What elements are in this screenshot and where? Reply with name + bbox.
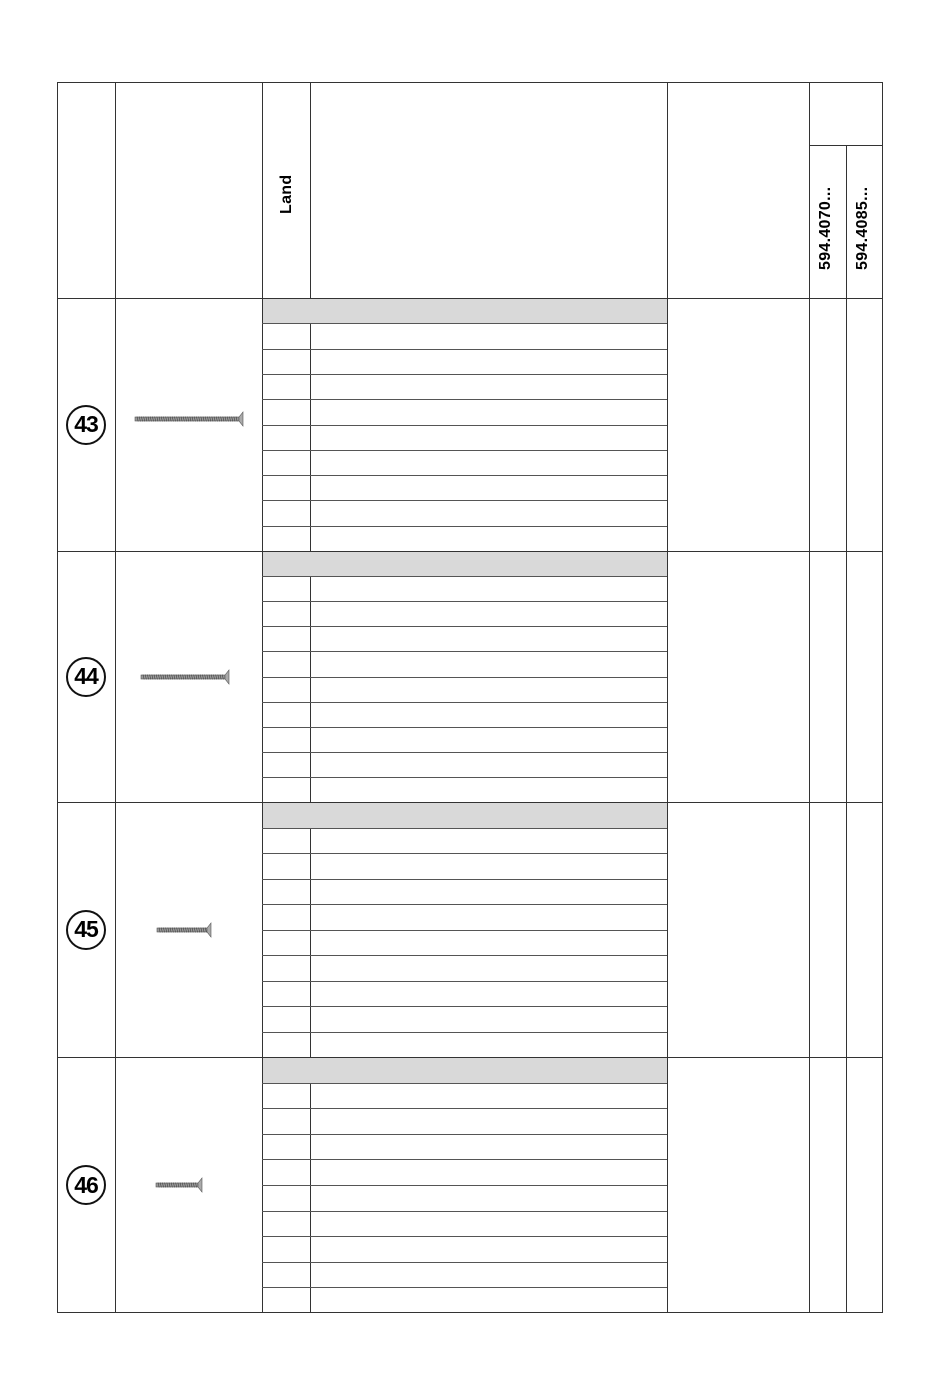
row-line [262,450,667,451]
row-line [262,349,667,350]
row-line [262,425,667,426]
row-line [262,399,667,400]
row-line [262,677,667,678]
item-number-badge: 45 [66,910,106,950]
row-line [262,1287,667,1288]
row-line [262,904,667,905]
row-line [262,1083,667,1084]
shaded-header-row [263,552,667,577]
shaded-header-row [263,299,667,324]
item-number-badge: 46 [66,1165,106,1205]
model-code-header-1: 594.4070... [817,186,834,270]
model-code-header-2: 594.4085... [854,186,871,270]
row-line [262,526,667,527]
column-divider [667,82,668,1313]
row-line [262,727,667,728]
row-line [262,1185,667,1186]
screw-icon [156,921,212,939]
row-line [262,1006,667,1007]
row-line [262,955,667,956]
table-frame [57,82,883,1313]
row-line [262,576,667,577]
row-line [262,500,667,501]
land-header: Land [278,174,295,214]
row-line [262,1134,667,1135]
item-number-badge: 43 [66,405,106,445]
row-line [262,626,667,627]
row-line [262,1262,667,1263]
row-line [262,930,667,931]
row-line [262,981,667,982]
screw-icon [134,410,244,428]
column-divider [262,82,263,1313]
row-line [262,323,667,324]
column-divider [809,82,810,1313]
row-line [262,879,667,880]
row-line [262,1032,667,1033]
column-divider [846,145,847,1313]
shaded-header-row [263,1058,667,1084]
row-line [262,828,667,829]
header-subdivider [809,145,883,146]
screw-icon [140,668,230,686]
column-divider [310,82,311,1313]
item-number-badge: 44 [66,657,106,697]
row-line [262,853,667,854]
row-line [262,651,667,652]
row-line [262,1159,667,1160]
row-line [262,1108,667,1109]
parts-table [57,82,883,1313]
row-line [262,777,667,778]
row-line [262,601,667,602]
row-line [262,752,667,753]
screw-icon [155,1176,203,1194]
column-divider [115,82,116,1313]
row-line [262,1236,667,1237]
row-line [262,702,667,703]
shaded-header-row [263,803,667,829]
row-line [262,475,667,476]
row-line [262,1211,667,1212]
row-line [262,374,667,375]
